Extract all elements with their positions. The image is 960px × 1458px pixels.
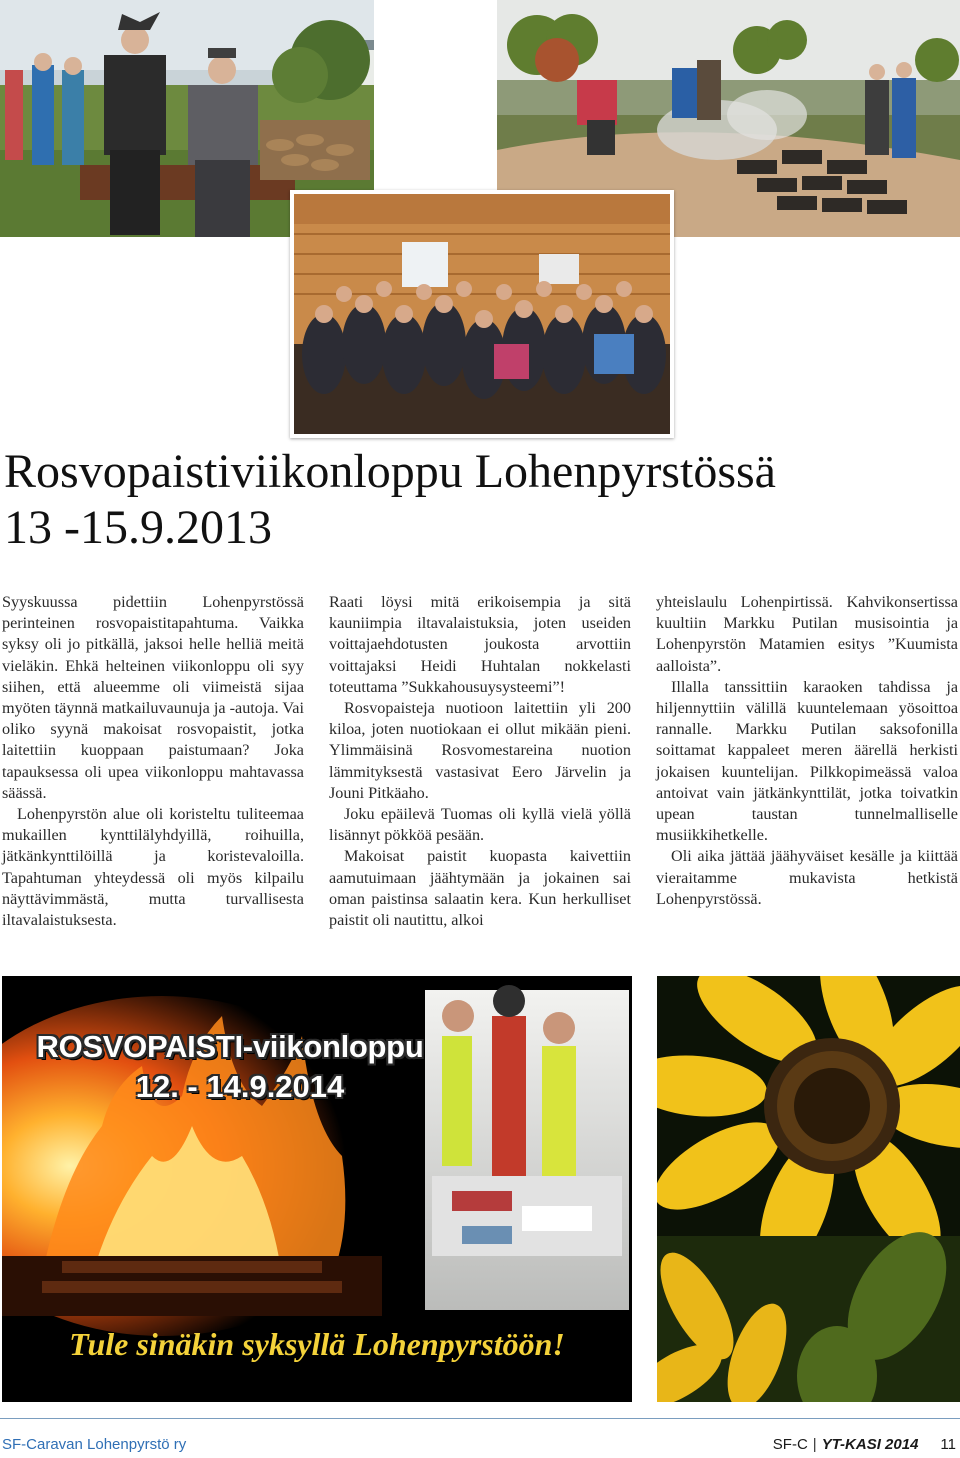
headline-line-1: Rosvopaistiviikonloppu Lohenpyrstössä: [4, 445, 776, 498]
page-number: 11: [940, 1436, 956, 1453]
paragraph: Oli aika jättää jäähyväiset kesälle ja kiittää vieraitamme mukavista hetkistä Lohenpyrstössä.: [656, 847, 958, 908]
article-headline: [4, 444, 944, 556]
article-column-1: [2, 592, 304, 931]
paragraph: yhteislaulu Lohenpirtissä. Kahvikonsertissa kuultiin Markku Putilan musisointia ja Lohenpyrstön Matamien esitys ”Kuumista aalloista”.: [656, 593, 958, 675]
article-column-3: [656, 592, 958, 910]
poster-title: ROSVOPAISTI-viikonloppu: [36, 1029, 424, 1064]
paragraph: Lohenpyrstön alue oli koristeltu tuliteemaa mukaillen kynttilälyhdyillä, roihuilla, jätkänkynttilöillä ja koristevaloilla. Tapahtuman yhteydessä oli myös kilpailu näyttävimmästä, mutta turvallisesta iltavalaistuksesta.: [2, 805, 304, 930]
paragraph: Illalla tanssittiin karaoken tahdissa ja hiljennyttiin välillä kuuntelemaan yösoittoa rannalle. Markku Putilan saksofonilla soittamat kappaleet meren äärellä herkisti jokaisen kuuntelijan. Pilkkopimeässä valoa antoivat vain jätkänkynttilät, jotka toivatkin upean taustan tunnelmalliselle musiikkihetkelle.: [656, 677, 958, 845]
footer-rule: [0, 1418, 960, 1419]
photo-audience-hall: [290, 190, 674, 438]
footer-separator: |: [812, 1436, 817, 1453]
photo-sunflower: [657, 976, 960, 1402]
poster-slogan: Tule sinäkin syksyllä Lohenpyrstöön!: [69, 1326, 565, 1362]
paragraph: Rosvopaisteja nuotioon laitettiin yli 200 kiloa, joten nuotiokaan ei ollut mikään pieni. Ylimmäisinä Rosvomestareina nuotion lämmityksestä vastasivat Eero Järvelin ja Jouni Pitkäaho.: [329, 699, 631, 802]
event-poster: [2, 976, 632, 1402]
footer-publication: [773, 1436, 956, 1453]
paragraph: Syyskuussa pidettiin Lohenpyrstössä perinteinen rosvopaistitapahtuma. Vaikka syksy oli jo pitkällä, jaksoi helle helliä meitä vieläkin. Ehkä helteinen viikonloppu oli syy siihen, että alueemme oli viimeistä sijaa myöten täynnä matkailuvaunuja ja -autoja. Vai oliko syynä makoisat rosvopaistit, jotka laitettiin kuoppaan paistumaan? Joka tapauksessa oli upea viikonloppu mahtavassa säässä.: [2, 593, 304, 802]
article-column-2: [329, 592, 631, 931]
footer-brand: SF-C: [772, 1436, 808, 1453]
headline-line-2: 13 -15.9.2013: [4, 501, 272, 554]
footer-organization: SF-Caravan Lohenpyrstö ry: [2, 1436, 187, 1453]
poster-date: 12. - 14.9.2014: [135, 1069, 345, 1104]
paragraph: Makoisat paistit kuopasta kaivettiin aamutuimaan jäähtymään ja jokainen sai oman paistinsa salaatin kera. Kun herkulliset paistit oli nautittu, alkoi: [329, 847, 631, 930]
footer-issue: YT-KASI 2014: [821, 1436, 919, 1453]
paragraph: Raati löysi mitä erikoisempia ja sitä kauniimpia iltavalaistuksia, joten useiden voittajaehdotusten joukosta arvottiin voittajaksi Heidi Huhtalan nokkelasti toteuttama ”Sukkahousuysysteemi”!: [329, 593, 631, 696]
paragraph: Joku epäilevä Tuomas oli kyllä vielä yöllä lisännyt pökköä pesään.: [329, 805, 631, 845]
